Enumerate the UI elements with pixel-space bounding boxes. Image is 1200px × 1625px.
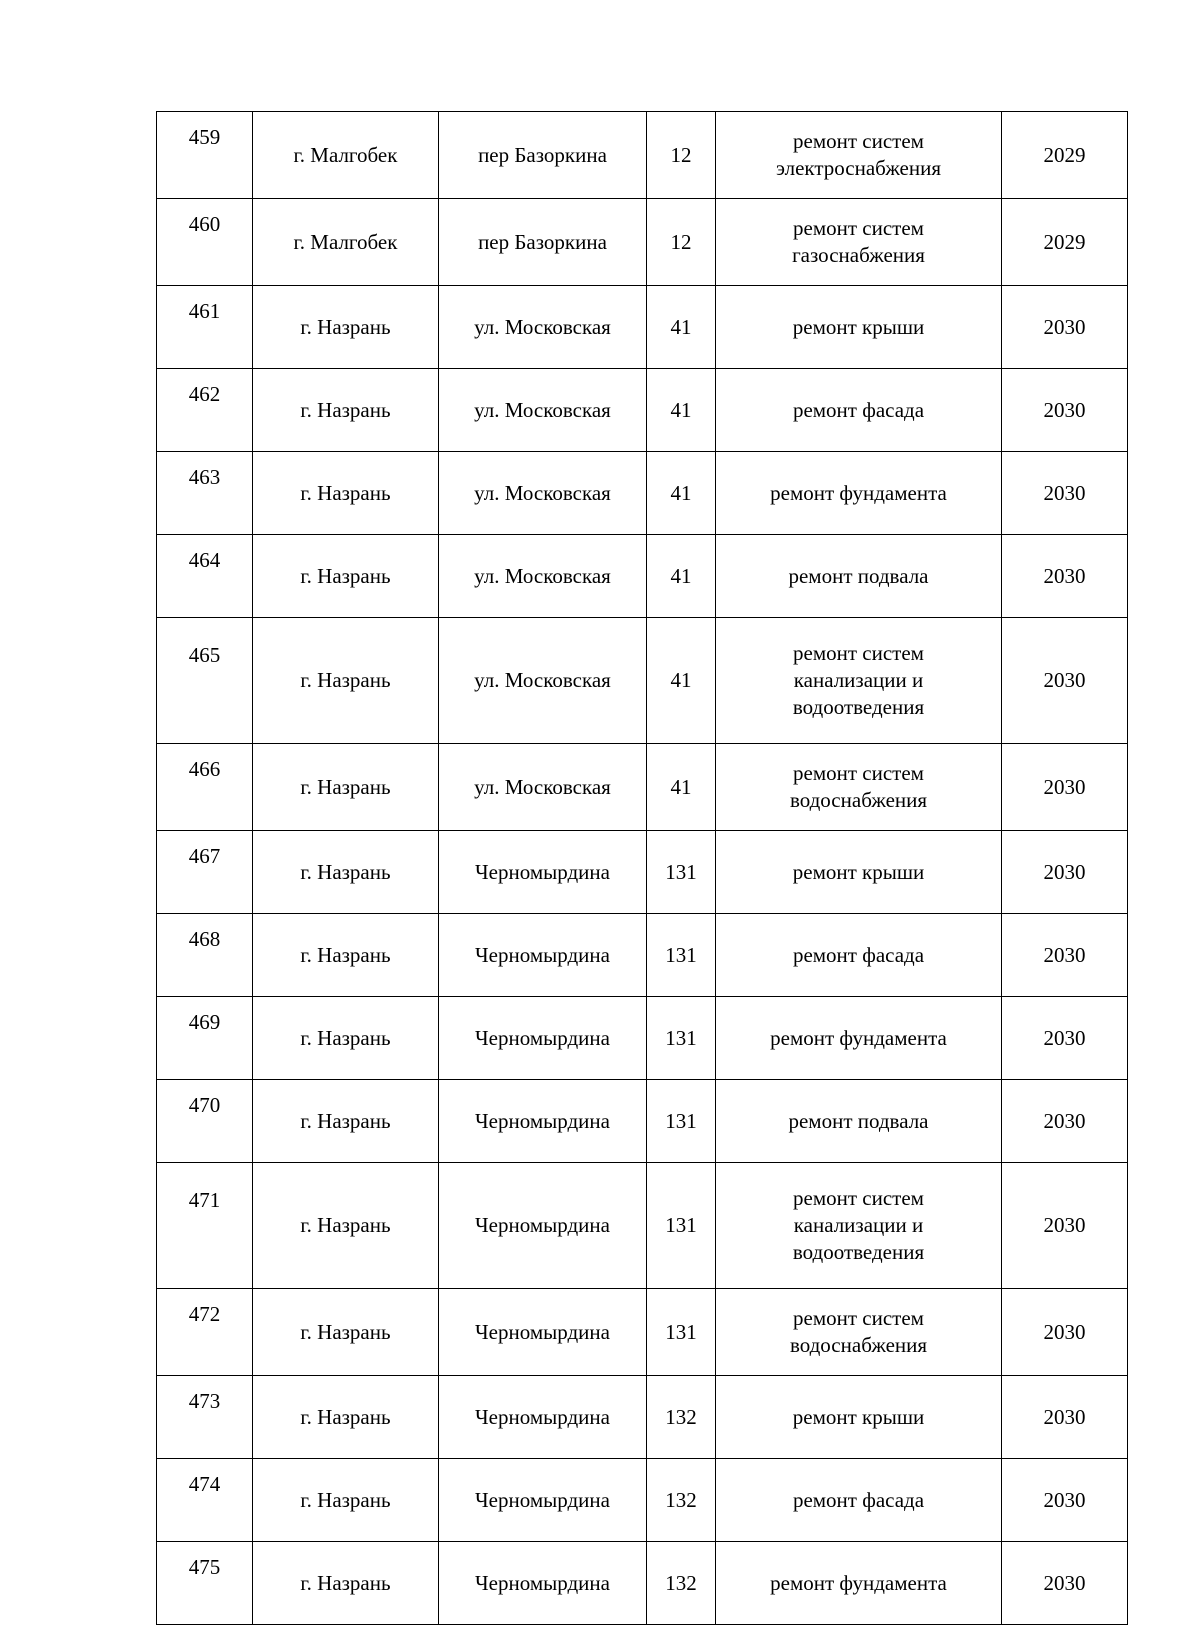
work-type-line: канализации и — [793, 668, 924, 692]
work-type-line: ремонт фасада — [792, 397, 925, 422]
city-cell: г. Малгобек — [253, 112, 439, 199]
row-number-cell: 460 — [157, 199, 253, 286]
row-number-cell: 459 — [157, 112, 253, 199]
house-number-cell: 131 — [647, 997, 716, 1080]
work-type-cell — [716, 286, 1002, 369]
work-type-line: ремонт крыши — [792, 1404, 925, 1429]
city-cell: г. Назрань — [253, 286, 439, 369]
year-cell: 2029 — [1002, 199, 1128, 286]
work-type-line: ремонт фундамента — [770, 1570, 947, 1595]
repair-schedule-table — [156, 111, 1128, 1625]
house-number-cell: 41 — [647, 618, 716, 744]
street-cell: Черномырдина — [439, 1542, 647, 1625]
work-type-cell — [716, 112, 1002, 199]
year-cell: 2030 — [1002, 1459, 1128, 1542]
street-cell: ул. Московская — [439, 452, 647, 535]
street-cell: Черномырдина — [439, 1163, 647, 1289]
work-type-cell — [716, 1376, 1002, 1459]
street-cell: Черномырдина — [439, 1080, 647, 1163]
row-number-cell: 462 — [157, 369, 253, 452]
row-number-cell: 472 — [157, 1289, 253, 1376]
work-type-line: водоснабжения — [789, 788, 928, 812]
table-row — [157, 1080, 1128, 1163]
row-number-cell: 463 — [157, 452, 253, 535]
work-type-cell — [716, 618, 1002, 744]
work-type-line: ремонт подвала — [788, 563, 929, 588]
house-number-cell: 41 — [647, 369, 716, 452]
work-type-line: электроснабжения — [775, 156, 942, 180]
street-cell: Черномырдина — [439, 1376, 647, 1459]
house-number-cell: 131 — [647, 1289, 716, 1376]
table-row — [157, 831, 1128, 914]
table-row — [157, 112, 1128, 199]
work-type-line: ремонт систем — [793, 1186, 924, 1210]
table-row — [157, 369, 1128, 452]
table-body — [157, 112, 1128, 1625]
row-number-cell: 468 — [157, 914, 253, 997]
city-cell: г. Назрань — [253, 997, 439, 1080]
work-type-line: ремонт крыши — [792, 314, 925, 339]
table-row — [157, 618, 1128, 744]
city-cell: г. Назрань — [253, 914, 439, 997]
work-type-line: ремонт систем — [793, 129, 924, 153]
work-type-line: ремонт систем — [793, 641, 924, 665]
work-type-line: ремонт крыши — [792, 859, 925, 884]
work-type-line: ремонт систем — [793, 216, 924, 240]
year-cell: 2030 — [1002, 535, 1128, 618]
house-number-cell: 131 — [647, 1163, 716, 1289]
row-number-cell: 473 — [157, 1376, 253, 1459]
work-type-cell — [716, 535, 1002, 618]
work-type-line: ремонт фасада — [792, 942, 925, 967]
table-row — [157, 1289, 1128, 1376]
row-number-cell: 464 — [157, 535, 253, 618]
house-number-cell: 132 — [647, 1376, 716, 1459]
table-row — [157, 1163, 1128, 1289]
work-type-cell — [716, 1080, 1002, 1163]
row-number-cell: 471 — [157, 1163, 253, 1289]
table-row — [157, 452, 1128, 535]
work-type-cell — [716, 914, 1002, 997]
street-cell: Черномырдина — [439, 1289, 647, 1376]
row-number-cell: 475 — [157, 1542, 253, 1625]
year-cell: 2030 — [1002, 369, 1128, 452]
house-number-cell: 41 — [647, 452, 716, 535]
work-type-cell — [716, 1163, 1002, 1289]
work-type-cell — [716, 831, 1002, 914]
work-type-cell — [716, 1542, 1002, 1625]
work-type-line: водоотведения — [792, 695, 925, 719]
house-number-cell: 12 — [647, 199, 716, 286]
work-type-line: ремонт систем — [793, 761, 924, 785]
city-cell: г. Назрань — [253, 618, 439, 744]
house-number-cell: 131 — [647, 831, 716, 914]
row-number-cell: 461 — [157, 286, 253, 369]
table-row — [157, 744, 1128, 831]
row-number-cell: 470 — [157, 1080, 253, 1163]
year-cell: 2030 — [1002, 1542, 1128, 1625]
city-cell: г. Назрань — [253, 535, 439, 618]
row-number-cell: 474 — [157, 1459, 253, 1542]
work-type-cell — [716, 452, 1002, 535]
work-type-cell — [716, 1459, 1002, 1542]
row-number-cell: 467 — [157, 831, 253, 914]
year-cell: 2030 — [1002, 1376, 1128, 1459]
house-number-cell: 131 — [647, 914, 716, 997]
city-cell: г. Назрань — [253, 452, 439, 535]
street-cell: Черномырдина — [439, 1459, 647, 1542]
table-row — [157, 199, 1128, 286]
table-row — [157, 1376, 1128, 1459]
table-row — [157, 1542, 1128, 1625]
street-cell: пер Базоркина — [439, 112, 647, 199]
city-cell: г. Назрань — [253, 744, 439, 831]
city-cell: г. Назрань — [253, 1080, 439, 1163]
work-type-cell — [716, 369, 1002, 452]
street-cell: Черномырдина — [439, 997, 647, 1080]
work-type-cell — [716, 997, 1002, 1080]
table-row — [157, 535, 1128, 618]
work-type-line: ремонт фасада — [792, 1487, 925, 1512]
table-row — [157, 286, 1128, 369]
table-row — [157, 914, 1128, 997]
year-cell: 2030 — [1002, 1163, 1128, 1289]
work-type-line: ремонт подвала — [788, 1108, 929, 1133]
work-type-line: ремонт систем — [793, 1306, 924, 1330]
street-cell: Черномырдина — [439, 831, 647, 914]
street-cell: ул. Московская — [439, 744, 647, 831]
street-cell: ул. Московская — [439, 286, 647, 369]
year-cell: 2030 — [1002, 1080, 1128, 1163]
street-cell: пер Базоркина — [439, 199, 647, 286]
city-cell: г. Назрань — [253, 1163, 439, 1289]
city-cell: г. Назрань — [253, 1542, 439, 1625]
city-cell: г. Назрань — [253, 369, 439, 452]
street-cell: ул. Московская — [439, 369, 647, 452]
year-cell: 2030 — [1002, 618, 1128, 744]
table-row — [157, 1459, 1128, 1542]
street-cell: Черномырдина — [439, 914, 647, 997]
year-cell: 2030 — [1002, 452, 1128, 535]
street-cell: ул. Московская — [439, 618, 647, 744]
row-number-cell: 465 — [157, 618, 253, 744]
house-number-cell: 132 — [647, 1459, 716, 1542]
street-cell: ул. Московская — [439, 535, 647, 618]
work-type-cell — [716, 199, 1002, 286]
city-cell: г. Назрань — [253, 1289, 439, 1376]
work-type-line: ремонт фундамента — [770, 480, 947, 505]
city-cell: г. Малгобек — [253, 199, 439, 286]
year-cell: 2030 — [1002, 1289, 1128, 1376]
work-type-line: водоотведения — [792, 1240, 925, 1264]
year-cell: 2030 — [1002, 744, 1128, 831]
house-number-cell: 41 — [647, 744, 716, 831]
city-cell: г. Назрань — [253, 831, 439, 914]
city-cell: г. Назрань — [253, 1459, 439, 1542]
row-number-cell: 469 — [157, 997, 253, 1080]
work-type-line: канализации и — [793, 1213, 924, 1237]
year-cell: 2030 — [1002, 286, 1128, 369]
year-cell: 2030 — [1002, 831, 1128, 914]
work-type-line: газоснабжения — [792, 243, 925, 267]
work-type-line: ремонт фундамента — [770, 1025, 947, 1050]
year-cell: 2030 — [1002, 914, 1128, 997]
house-number-cell: 131 — [647, 1080, 716, 1163]
house-number-cell: 132 — [647, 1542, 716, 1625]
house-number-cell: 12 — [647, 112, 716, 199]
house-number-cell: 41 — [647, 286, 716, 369]
row-number-cell: 466 — [157, 744, 253, 831]
year-cell: 2030 — [1002, 997, 1128, 1080]
table-row — [157, 997, 1128, 1080]
city-cell: г. Назрань — [253, 1376, 439, 1459]
work-type-cell — [716, 1289, 1002, 1376]
year-cell: 2029 — [1002, 112, 1128, 199]
work-type-cell — [716, 744, 1002, 831]
work-type-line: водоснабжения — [789, 1333, 928, 1357]
house-number-cell: 41 — [647, 535, 716, 618]
